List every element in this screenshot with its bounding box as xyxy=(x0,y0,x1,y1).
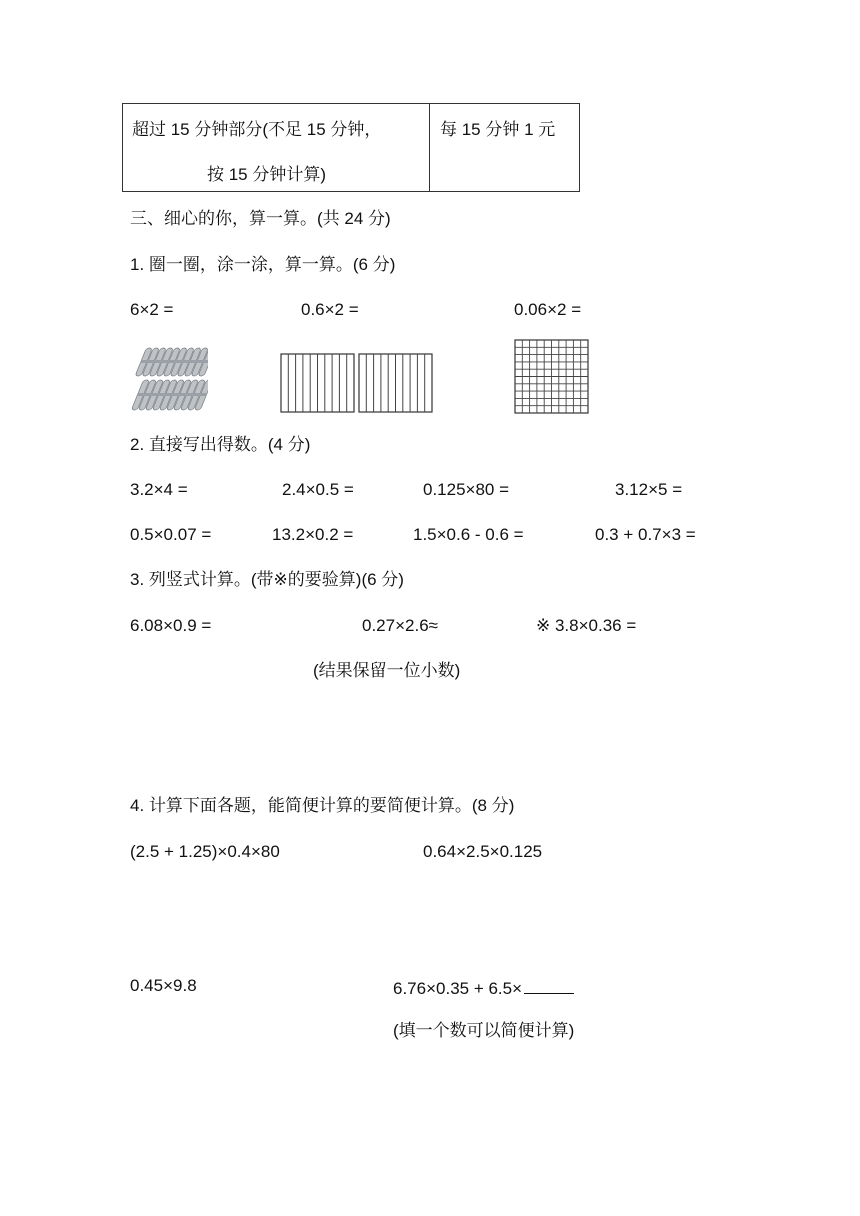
fee-row-price: 每 15 分钟 1 元 xyxy=(440,120,556,139)
q3-expr-1: 6.08×0.9 = xyxy=(130,616,212,635)
q2-row2-item-3: 1.5×0.6 - 0.6 = xyxy=(413,525,524,544)
q4-expr-4: 6.76×0.35 + 6.5× xyxy=(393,979,523,998)
q4-fill-note: (填一个数可以简便计算) xyxy=(393,1021,575,1040)
tenths-strips-figure xyxy=(280,353,434,415)
q2-row2-item-2: 13.2×0.2 = xyxy=(272,525,354,544)
fee-table-price-cell xyxy=(430,104,580,192)
q1-expr-3: 0.06×2 = xyxy=(514,300,582,319)
q2-row2-item-4: 0.3 + 0.7×3 = xyxy=(595,525,696,544)
hundred-grid-figure xyxy=(514,339,590,415)
fee-table xyxy=(122,103,580,192)
q3-expr-2: 0.27×2.6≈ xyxy=(362,616,438,635)
q4-expr-3: 0.45×9.8 xyxy=(130,976,197,995)
q2-title: 2. 直接写出得数。(4 分) xyxy=(130,435,311,454)
q2-row1-item-2: 2.4×0.5 = xyxy=(282,480,354,499)
q3-expr-3: ※ 3.8×0.36 = xyxy=(536,616,637,635)
fee-table-label-cell xyxy=(123,104,430,192)
q2-row1-item-3: 0.125×80 = xyxy=(423,480,510,499)
stick-bundle-bottom xyxy=(131,380,208,410)
q1-expr-1: 6×2 = xyxy=(130,300,174,319)
stick-bundles-figure xyxy=(128,344,208,414)
q4-expr-2: 0.64×2.5×0.125 xyxy=(423,842,543,861)
q4-expr-4-line xyxy=(393,977,574,997)
stick-bundle-top xyxy=(135,348,208,376)
fee-table-row xyxy=(123,104,580,192)
q4-title: 4. 计算下面各题，能简便计算的要简便计算。(8 分) xyxy=(130,796,515,815)
q3-title: 3. 列竖式计算。(带※的要验算)(6 分) xyxy=(130,570,404,589)
fee-row-label-line2: 按 15 分钟计算) xyxy=(207,165,327,184)
q3-rounding-note: (结果保留一位小数) xyxy=(313,661,461,680)
q1-expr-2: 0.6×2 = xyxy=(301,300,359,319)
section-title: 三、细心的你，算一算。(共 24 分) xyxy=(130,209,391,228)
q4-expr-1: (2.5 + 1.25)×0.4×80 xyxy=(130,842,280,861)
q4-answer-blank[interactable] xyxy=(524,977,574,994)
q2-row1-item-4: 3.12×5 = xyxy=(615,480,683,499)
q2-row1-item-1: 3.2×4 = xyxy=(130,480,188,499)
fee-row-label-line1: 超过 15 分钟部分(不足 15 分钟， xyxy=(132,120,382,139)
q2-row2-item-1: 0.5×0.07 = xyxy=(130,525,212,544)
q1-title: 1. 圈一圈，涂一涂，算一算。(6 分) xyxy=(130,255,396,274)
